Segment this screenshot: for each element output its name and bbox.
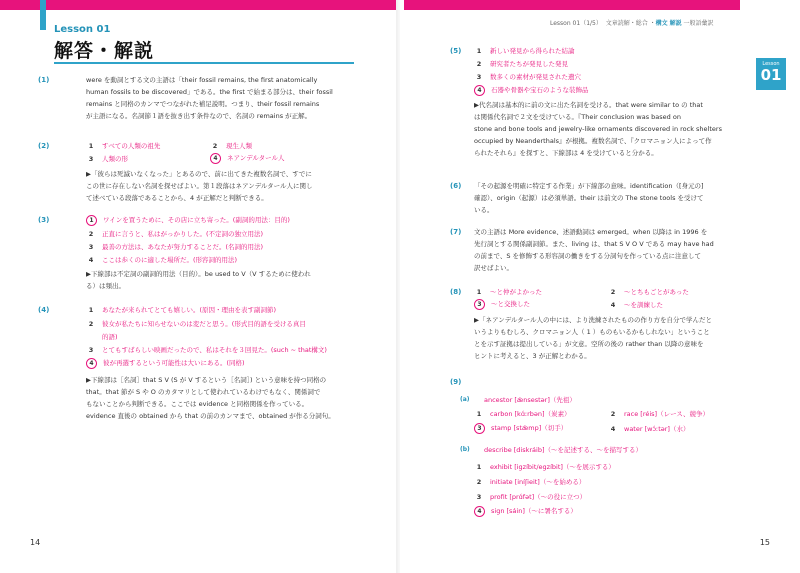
left-page bbox=[0, 0, 398, 573]
top-pink-bar-right bbox=[404, 0, 740, 10]
q1-explanation bbox=[86, 74, 376, 122]
page-number-right: 15 bbox=[759, 538, 770, 547]
q2-option-1: 1 すべての人類の祖先 bbox=[88, 142, 161, 150]
q9a-label: (a) bbox=[460, 396, 470, 403]
q5-explanation bbox=[474, 99, 764, 159]
q2-option-2: 2 現生人類 bbox=[212, 142, 252, 150]
q8-option-4: 4 ～を訓練した bbox=[610, 301, 663, 309]
right-page bbox=[400, 0, 800, 573]
line: human fossils to be discovered」である。the first で始まる部分は、their fossil bbox=[86, 88, 333, 96]
q6-number: (6) bbox=[450, 182, 462, 190]
q9b-headword: describe [diskráib]（～を記述する、～を描写する） bbox=[484, 446, 642, 454]
q9b-option-2: 2 initiate [iníʃieit]（～を始める） bbox=[476, 478, 586, 486]
lesson-label: Lesson 01 bbox=[54, 24, 111, 35]
line: とを示す証拠は提出している」が文意。空所の後の rather than 以降の意味を bbox=[474, 340, 704, 348]
q9a-option-1: 1 carbon [kɑ́ːrbən]（炭素） bbox=[476, 410, 571, 418]
line: ▶下線部は［名詞］that S V (S が V するという［名詞］) という意味を持つ同格の bbox=[86, 376, 327, 384]
line: evidence 直後の obtained から that の前のカンマまで、obtained が作る分詞句。 bbox=[86, 412, 335, 420]
q8-option-3-answer: 3 ～と交換した bbox=[474, 299, 530, 310]
q9b-option-3: 3 profit [prɑ́fət]（～の役に立つ） bbox=[476, 493, 587, 501]
q9a-option-2: 2 race [réis]（レース、競争） bbox=[610, 410, 709, 418]
line: もないことから判断できる。ここでは evidence と同格関係を作っている。 bbox=[86, 400, 309, 408]
running-header: Lesson 01（1/5） 文章読解・総合 ・構文 解説 一般語彙訳 bbox=[550, 20, 714, 27]
q9a-option-3-answer: 3 stamp [stǽmp]（切手） bbox=[474, 423, 567, 434]
line: ヒントに考えると、3 が正解とわかる。 bbox=[474, 352, 591, 360]
line: この世に存在しない名詞を探せばよい。第１段落はネアンデルタール人に関し bbox=[86, 182, 313, 190]
q7-number: (7) bbox=[450, 228, 462, 236]
line: 確認）、origin（起源）は必須単語。their は前文の The stone tools を受けて bbox=[474, 194, 704, 202]
q8-number: (8) bbox=[450, 288, 462, 296]
line: 訳せばよい。 bbox=[474, 264, 513, 272]
line: る）は頻出。 bbox=[86, 282, 125, 290]
line: were を動詞とする文の主語は「their fossil remains, the first anatomically bbox=[86, 76, 318, 84]
q9a-headword: ancestor [ǽnsestər]（先祖） bbox=[484, 396, 576, 404]
q4-option-2-cont: 的語) bbox=[102, 333, 118, 341]
q5-number: (5) bbox=[450, 47, 462, 55]
q3-number: (3) bbox=[38, 216, 50, 224]
q8-option-2: 2 ～とちもごとがあった bbox=[610, 288, 689, 296]
lesson-side-tab: Lesson 01 bbox=[756, 58, 786, 90]
line: that。that 節が S や O のカタマリとして使われているわけでもなく、関係詞で bbox=[86, 388, 321, 396]
line: stone and bone tools and jewelry-like ornaments discovered in rock shelters bbox=[474, 125, 722, 133]
line: は関係代名詞で２文を受けている。『Their conclusion was based on bbox=[474, 113, 681, 121]
q5-option-3: 3 数多くの素材が発見された遺穴 bbox=[476, 73, 581, 81]
lesson-accent-bar bbox=[40, 0, 46, 30]
page-number-left: 14 bbox=[30, 538, 41, 547]
line: ▶「彼らは死滅いなくなった」とあるので、前に出てきた複数名詞で、すでに bbox=[86, 170, 312, 178]
q3-explanation bbox=[86, 268, 376, 292]
q2-option-3: 3 人類の形 bbox=[88, 155, 128, 163]
q1-number: (1) bbox=[38, 76, 50, 84]
q5-option-4-answer: 4 石器や骨器や宝石のような装飾品 bbox=[474, 85, 589, 96]
line: 先行詞とする関係副詞節。また、living は、that S V O V である may have had bbox=[474, 240, 714, 248]
q5-option-1: 1 新しい発見から得られた結論 bbox=[476, 47, 575, 55]
q6-explanation bbox=[474, 180, 764, 216]
q4-option-1: 1 あなたが来られてとても嬉しい。(原因・理由を表す副詞節) bbox=[88, 306, 277, 314]
line: が主語になる。名詞節１語を抜き出す条件なので、名詞の remains が正解。 bbox=[86, 112, 312, 120]
top-pink-bar bbox=[0, 0, 398, 10]
q9a-option-4: 4 water [wɔ́ːtər]（水） bbox=[610, 425, 690, 433]
line: ▶代名詞は基本的に前の文に出た名詞を受ける。that were similar to の that bbox=[474, 101, 703, 109]
q9b-label: (b) bbox=[460, 446, 470, 453]
q7-explanation bbox=[474, 226, 764, 274]
line: て述べている段落であることから、4 が正解だと判断できる。 bbox=[86, 194, 268, 202]
title-divider bbox=[54, 62, 354, 64]
q3-option-3: 3 最善の方法は、あなたが努力することだ。(名詞的用法) bbox=[88, 243, 264, 251]
q2-option-4-answer: 4 ネアンデルタール人 bbox=[210, 153, 285, 164]
q9b-option-4-answer: 4 sign [sáin]（～に署名する） bbox=[474, 506, 577, 517]
page-title: 解答・解説 bbox=[54, 40, 155, 62]
q3-option-1-answer: 1 ワインを買うために、その店に立ち寄った。(副詞的用法：目的) bbox=[86, 215, 290, 226]
q2-number: (2) bbox=[38, 142, 50, 150]
q9b-option-1: 1 exhibit [igzíbit/egzíbit]（～を展示する） bbox=[476, 463, 615, 471]
line: ▶「ネアンデルタール人の中には、より洗練されたものの作り方を自分で学んだと bbox=[474, 316, 713, 324]
line: られたそれら』を探すと、下線部は 4 を受けていると分かる。 bbox=[474, 149, 658, 157]
line: の前まで、S を修飾する形容詞の働きをする分詞句を作っている点に注意して bbox=[474, 252, 702, 260]
q9-number: (9) bbox=[450, 378, 462, 386]
q4-option-4-answer: 4 彼が再選するという可能性は大いにある。(同格) bbox=[86, 358, 245, 369]
line: ▶下線部は不定詞の副詞的用法（目的）。be used to V（V するために使われ bbox=[86, 270, 311, 278]
q2-explanation bbox=[86, 168, 376, 204]
q3-option-2: 2 正直に言うと、私はがっかりした。(不定詞の独立用法) bbox=[88, 230, 264, 238]
line: occupied by Neanderthals』が根拠。複数名詞で、『クロマニョン人によって作 bbox=[474, 137, 712, 145]
q4-explanation bbox=[86, 374, 376, 422]
q3-option-4: 4 ここは歩くのに適した場所だ。(形容詞的用法) bbox=[88, 256, 238, 264]
q4-option-2: 2 彼女が私たちに知らせないのは変だと思う。(形式目的語を受ける真目 bbox=[88, 320, 306, 328]
line: いうよりもむしろ、クロマニョン人（ 1 ）ものもいるかもしれない」ということ bbox=[474, 328, 710, 336]
q4-option-3: 3 とてもすばらしい映画だったので、私はそれを３回見た。(such ~ that構文) bbox=[88, 346, 327, 354]
line: 文の主語は More evidence、述語動詞は emerged。when 以降は in 1996 を bbox=[474, 228, 708, 236]
q8-option-1: 1 ～と仲がよかった bbox=[476, 288, 542, 296]
q8-explanation bbox=[474, 314, 764, 362]
line: remains と同格のカンマでつながれた補足説明。つまり、their fossil remains bbox=[86, 100, 320, 108]
line: いる。 bbox=[474, 206, 494, 214]
q4-number: (4) bbox=[38, 306, 50, 314]
q5-option-2: 2 研究者たちが発見した発見 bbox=[476, 60, 568, 68]
line: 「その起源を明確に特定する作業」が下線部の意味。identification（[身元の] bbox=[474, 182, 704, 190]
